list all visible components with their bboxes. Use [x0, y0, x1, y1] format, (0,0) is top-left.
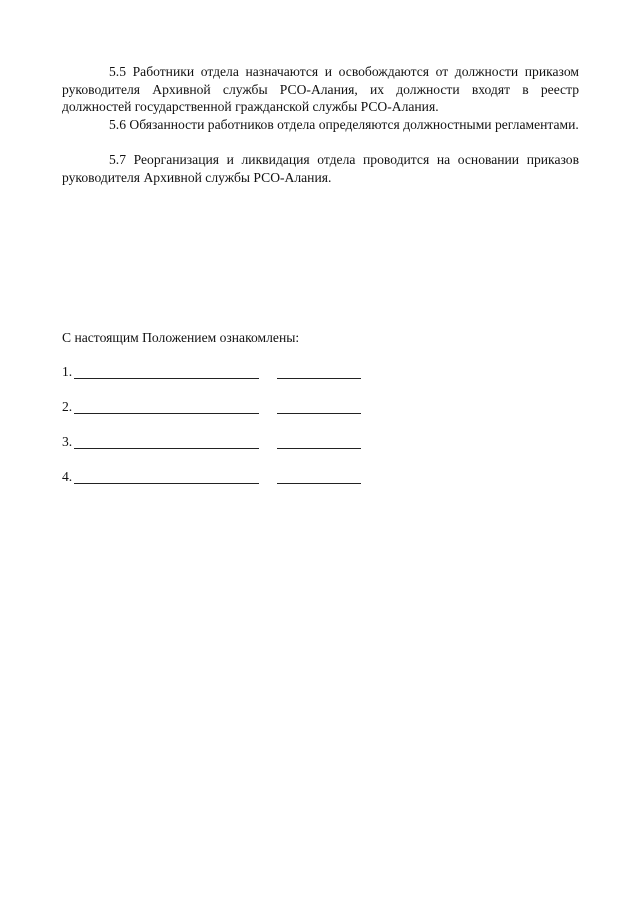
signature-row [62, 432, 382, 452]
name-line [74, 483, 259, 484]
paragraph-text: Работники отдела назначаются и освобождаются от должности приказом руководителя Архивной службы РСО-Алания, их должности входят в реестр должностей государственной гражданской службы РСО-Алания. [62, 64, 579, 114]
name-line [74, 413, 259, 414]
signature-line [277, 413, 361, 414]
paragraph-5-5 [62, 63, 579, 116]
signature-line [277, 448, 361, 449]
signature-row [62, 362, 382, 382]
paragraph-number: 5.6 [109, 117, 126, 132]
paragraph-number: 5.5 [109, 64, 126, 79]
paragraph-5-7 [62, 151, 579, 186]
signature-row-number: 1. [62, 364, 73, 379]
signature-row-number: 4. [62, 469, 73, 484]
signature-line [277, 378, 361, 379]
signature-row [62, 397, 382, 417]
paragraph-text: Обязанности работников отдела определяются должностными регламентами. [129, 117, 579, 132]
paragraph-text: Реорганизация и ликвидация отдела проводится на основании приказов руководителя Архивной службы РСО-Алания. [62, 152, 579, 185]
signature-row [62, 467, 382, 487]
signature-row-number: 2. [62, 399, 73, 414]
acknowledgement-heading: С настоящим Положением ознакомлены: [62, 330, 300, 345]
signature-line [277, 483, 361, 484]
name-line [74, 378, 259, 379]
signature-row-number: 3. [62, 434, 73, 449]
paragraph-5-6 [62, 116, 579, 134]
paragraph-number: 5.7 [109, 152, 126, 167]
name-line [74, 448, 259, 449]
